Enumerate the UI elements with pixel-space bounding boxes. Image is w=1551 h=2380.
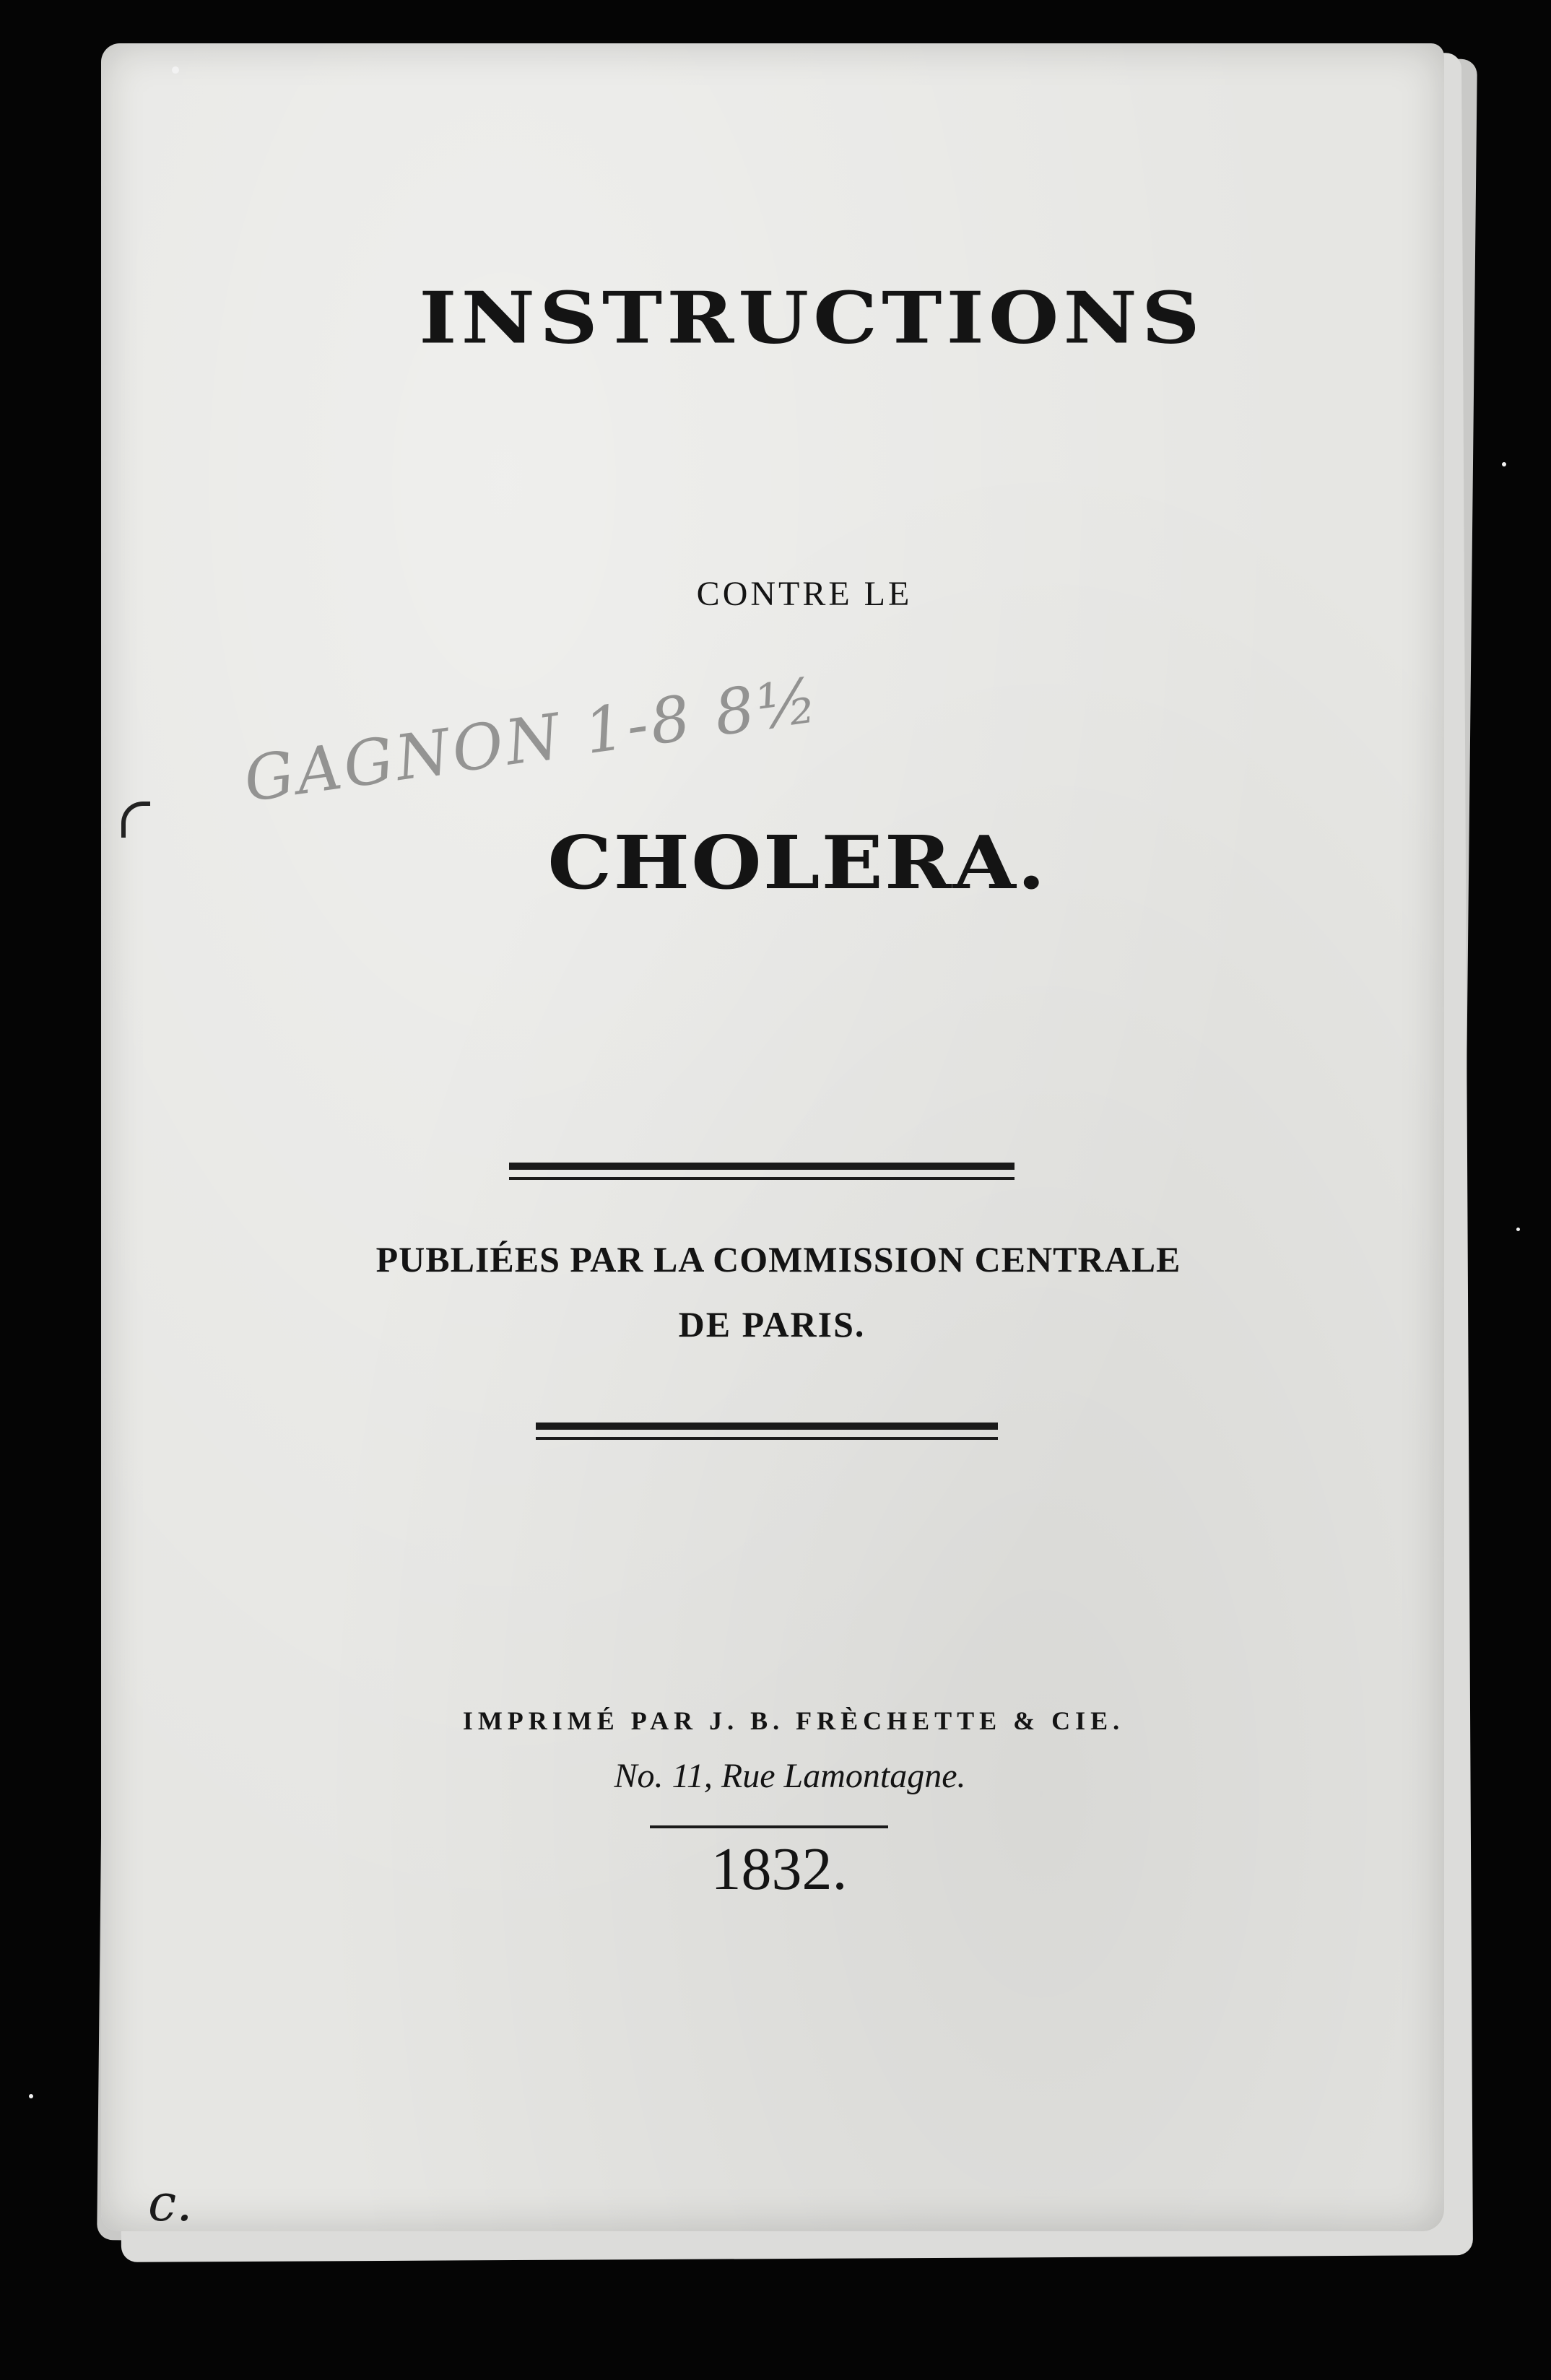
title-instructions: INSTRUCTIONS xyxy=(419,276,1204,360)
double-rule-top xyxy=(509,1163,1015,1170)
handwritten-note: GAGNON 1-8 8½ xyxy=(239,664,825,817)
double-rule-top-thin xyxy=(509,1177,1015,1180)
dust-speck xyxy=(172,66,179,74)
publisher-line-2: DE PARIS. xyxy=(678,1304,866,1345)
publication-year: 1832. xyxy=(711,1836,848,1903)
title-contre-le: CONTRE LE xyxy=(696,575,913,613)
publisher-line-1: PUBLIÉES PAR LA COMMISSION CENTRALE xyxy=(375,1239,1181,1280)
corner-mark: c. xyxy=(148,2173,193,2233)
printer-line: IMPRIMÉ PAR J. B. FRÈCHETTE & CIE. xyxy=(462,1706,1125,1735)
double-rule-bottom xyxy=(536,1423,998,1430)
title-cholera: CHOLERA. xyxy=(547,820,1047,906)
dust-speck xyxy=(1516,1228,1520,1231)
double-rule-bottom-thin xyxy=(536,1437,998,1440)
dust-speck xyxy=(29,2094,33,2098)
printer-address: No. 11, Rue Lamontagne. xyxy=(614,1757,966,1795)
short-rule xyxy=(650,1825,888,1828)
dust-speck xyxy=(1502,462,1506,466)
